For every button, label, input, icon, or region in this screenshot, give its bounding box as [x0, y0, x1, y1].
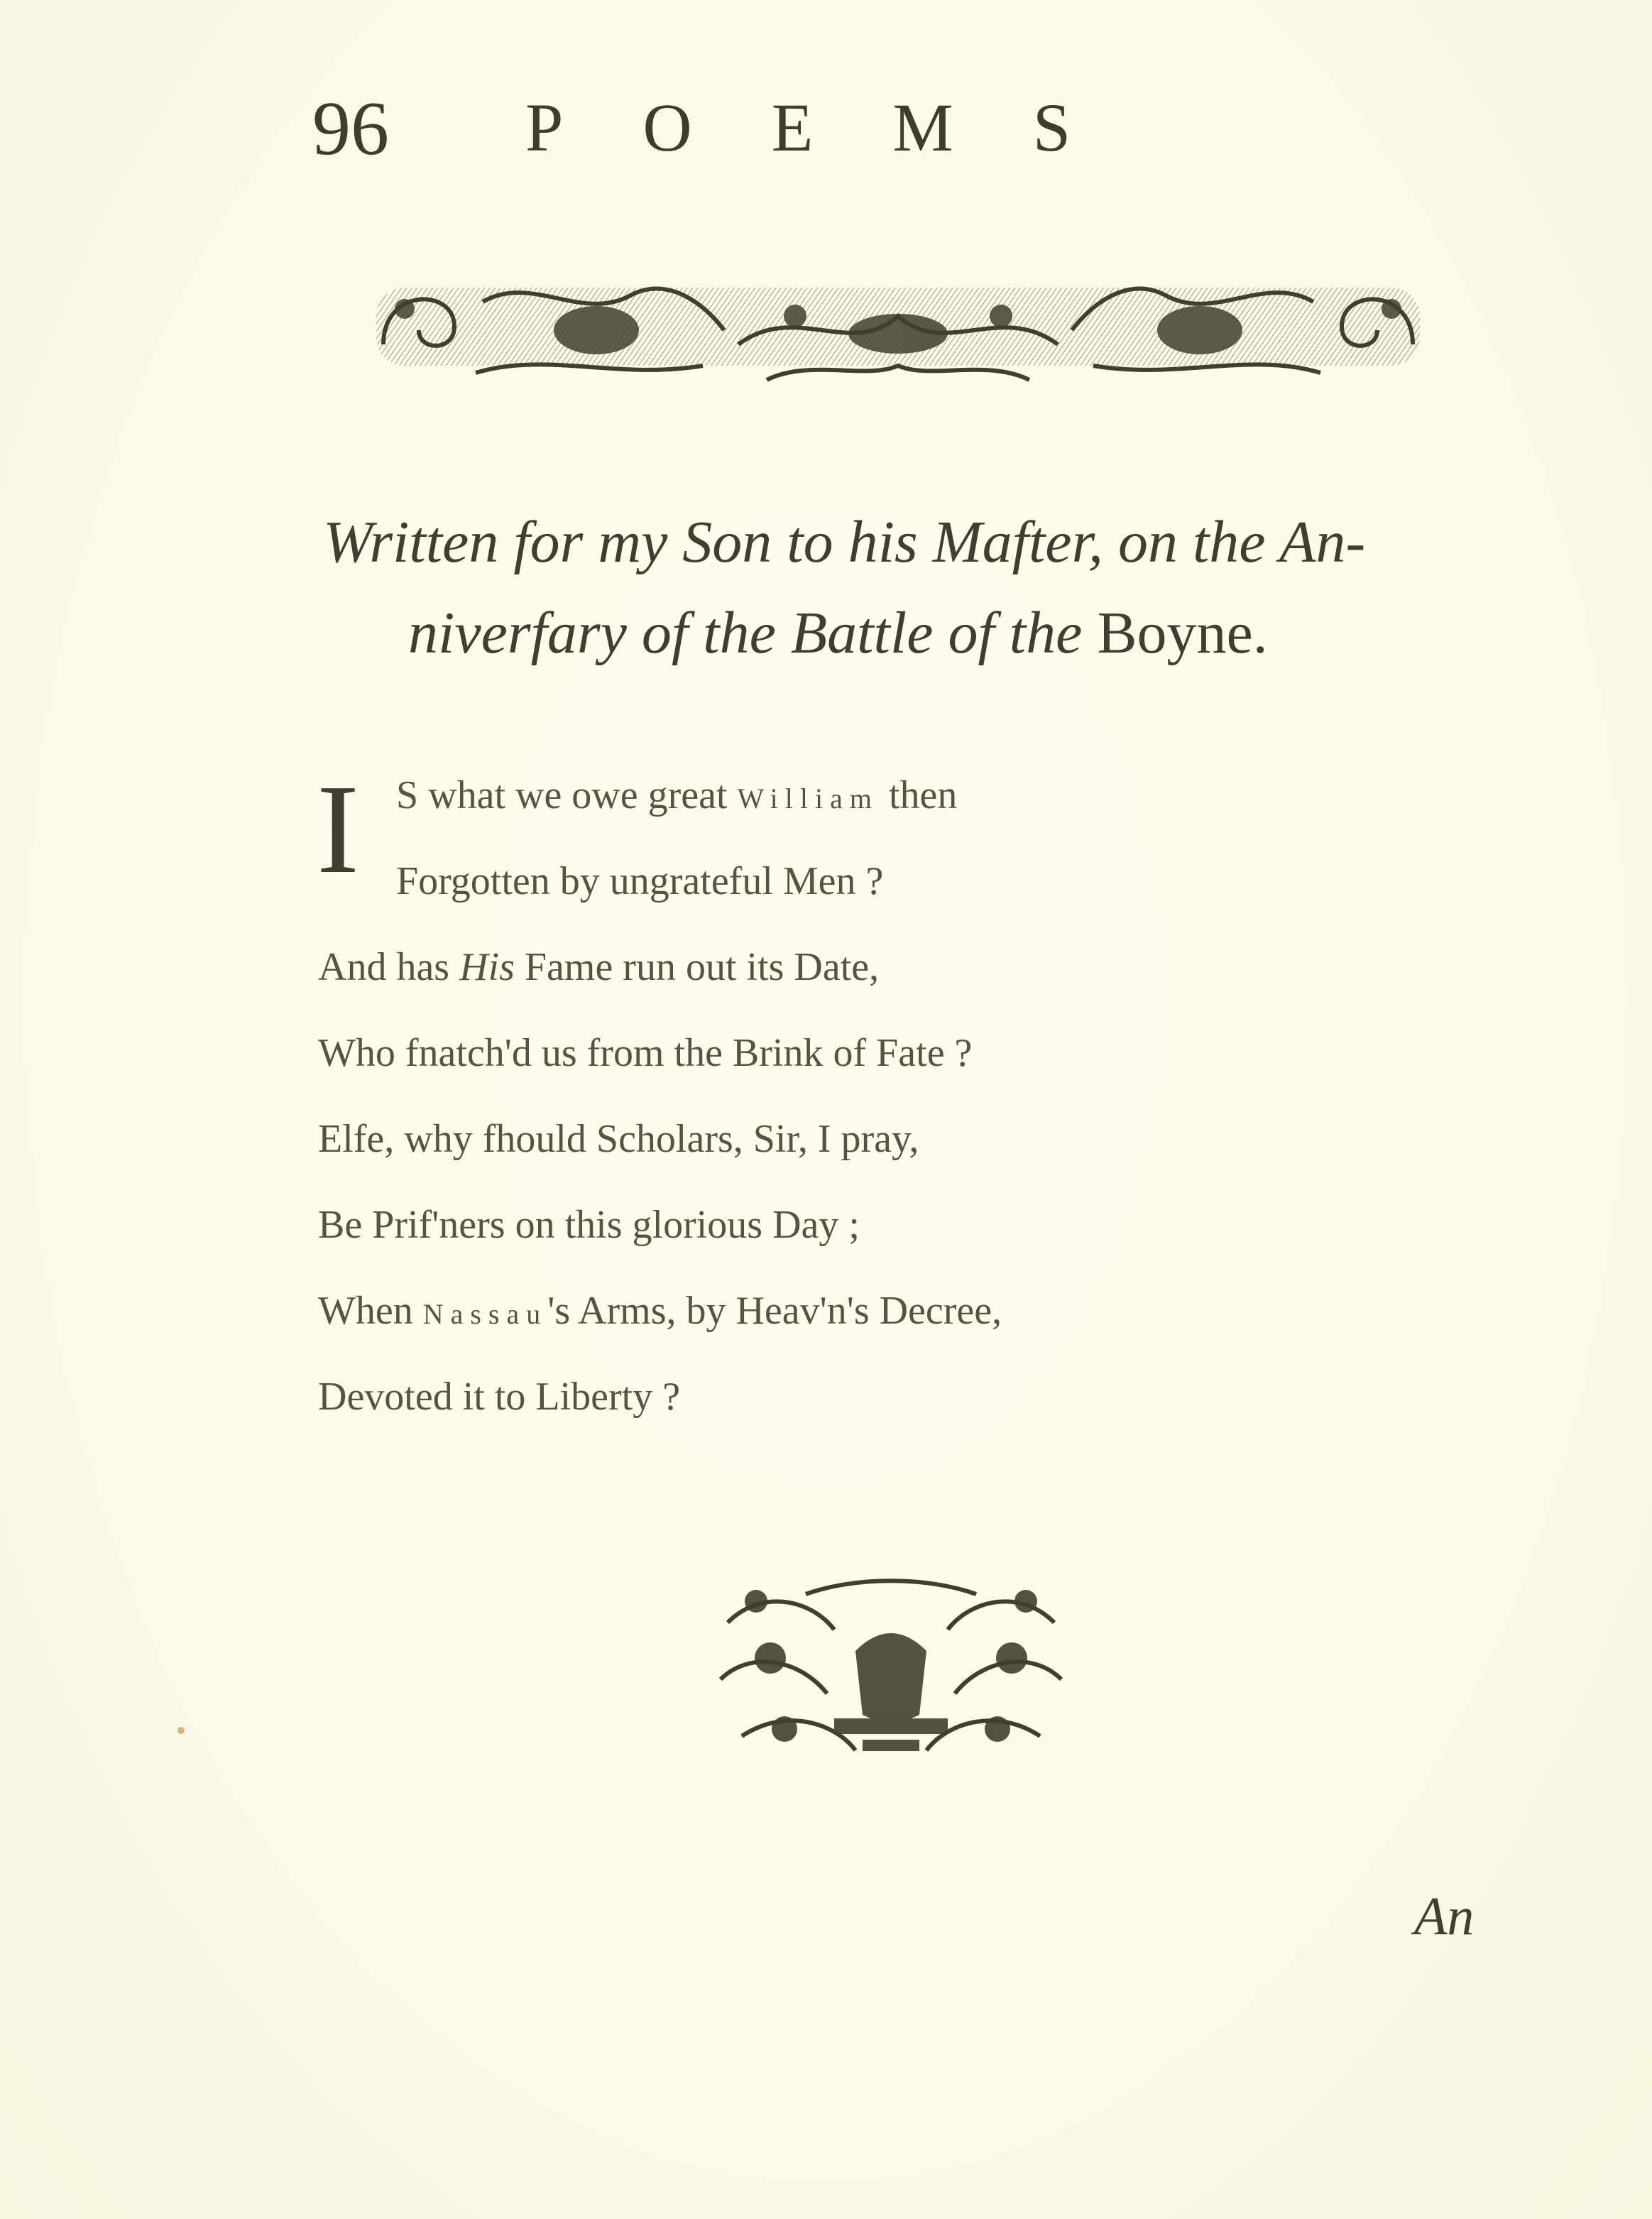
title-line-2-italic: niverfary of the Battle of the [408, 600, 1098, 666]
poem-line-1-name: William [737, 783, 879, 814]
title-line-2-roman: Boyne. [1097, 600, 1268, 666]
drop-cap: I [317, 758, 359, 900]
poem-line-1 [318, 753, 1383, 839]
poem-title [312, 497, 1519, 679]
poem-line-8: Devoted it to Liberty ? [318, 1375, 681, 1419]
poem-line-1-start: S what we owe great [396, 773, 738, 817]
running-head: POEMS [525, 89, 1151, 165]
page-number: 96 [312, 87, 389, 171]
poem-line-6: Be Prif'ners on this glorious Day ; [318, 1203, 860, 1247]
poem-line-1-end: then [879, 773, 958, 817]
poem-line-4: Who fnatch'd us from the Brink of Fate ? [318, 1031, 973, 1075]
decorative-tailpiece [699, 1573, 1083, 1772]
poem-line-7-start: When [318, 1289, 423, 1333]
title-line-2 [312, 588, 1519, 679]
poem-line-5: Elfe, why fhould Scholars, Sir, I pray, [318, 1117, 919, 1161]
poem-body [318, 753, 1383, 1440]
page-header [312, 85, 1249, 171]
title-line-1: Written for my Son to his Mafter, on the An- [323, 509, 1366, 575]
poem-line-3-end: Fame run out its Date, [514, 945, 880, 989]
poem-line-3-start: And has [318, 945, 460, 989]
poem-line-3 [318, 925, 1383, 1010]
poem-line-3-italic: His [459, 945, 515, 989]
poem-line-7-end: 's Arms, by Heav'n's Decree, [547, 1289, 1002, 1333]
poem-line-7-name: Nassau [422, 1298, 548, 1330]
poem-line-2: Forgotten by ungrateful Men ? [396, 859, 884, 903]
catchword: An [1414, 1887, 1475, 1946]
decorative-headpiece [369, 259, 1427, 394]
poem-line-7 [318, 1268, 1383, 1354]
paper-speck [177, 1727, 185, 1734]
